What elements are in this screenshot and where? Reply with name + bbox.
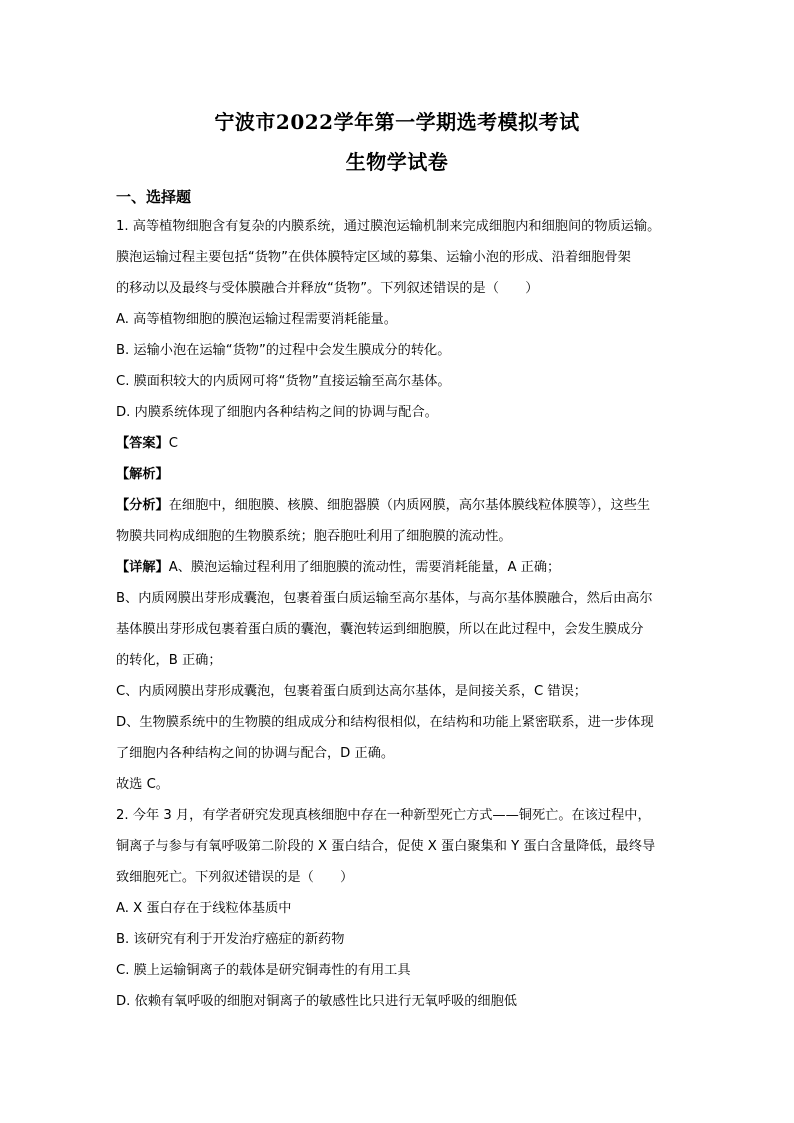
q1-detail-line: 了细胞内各种结构之间的协调与配合，D 正确。: [116, 746, 395, 761]
q1-fenxi-line: [116, 496, 696, 516]
q1-conclusion: 故选 C。: [116, 777, 169, 792]
q1-detail-line: 基体膜出芽形成包裹着蛋白质的囊泡，囊泡转运到细胞膜，所以在此过程中，会发生膜成分: [116, 622, 644, 637]
q1-detail-line: 的转化，B 正确；: [116, 653, 222, 668]
q1-stem-line: 的移动以及最终与受体膜融合并释放“货物”。下列叙述错误的是（ ）: [116, 281, 539, 296]
analysis-tag: 【解析】: [116, 467, 169, 482]
detail-text: A、膜泡运输过程利用了细胞膜的流动性，需要消耗能量，A 正确；: [168, 560, 561, 575]
q1-detail-line: [116, 558, 696, 578]
q2-option-b: B. 该研究有利于开发治疗癌症的新药物: [116, 932, 345, 947]
q1-option-c: C. 膜面积较大的内质网可将“货物”直接运输至高尔基体。: [116, 374, 451, 389]
q1-stem-line: 膜泡运输过程主要包括“货物”在供体膜特定区域的募集、运输小泡的形成、沿着细胞骨架: [116, 250, 631, 265]
answer-tag: 【答案】: [116, 436, 169, 451]
q1-option-b: B. 运输小泡在运输“货物”的过程中会发生膜成分的转化。: [116, 343, 451, 358]
q2-option-a: A. X 蛋白存在于线粒体基质中: [116, 901, 292, 916]
q1-detail-line: D、生物膜系统中的生物膜的组成成分和结构很相似，在结构和功能上紧密联系，进一步体现: [116, 715, 654, 730]
q2-stem-line: 致细胞死亡。下列叙述错误的是（ ）: [116, 870, 354, 885]
q1-detail-line: B、内质网膜出芽形成囊泡，包裹着蛋白质运输至高尔基体，与高尔基体膜融合，然后由高尔: [116, 591, 653, 606]
section-heading: 一、选择题: [116, 188, 192, 206]
q1-detail-line: C、内质网膜出芽形成囊泡，包裹着蛋白质到达高尔基体，是间接关系，C 错误；: [116, 684, 587, 699]
q2-option-c: C. 膜上运输铜离子的载体是研究铜毒性的有用工具: [116, 963, 411, 978]
exam-subtitle: 生物学试卷: [345, 150, 449, 174]
detail-tag: 【详解】: [116, 560, 169, 575]
q1-option-a: A. 高等植物细胞的膜泡运输过程需要消耗能量。: [116, 312, 397, 327]
answer-value: C: [168, 436, 178, 451]
q2-option-d: D. 依赖有氧呼吸的细胞对铜离子的敏感性比只进行无氧呼吸的细胞低: [116, 994, 517, 1009]
q1-option-d: D. 内膜系统体现了细胞内各种结构之间的协调与配合。: [116, 405, 438, 420]
q2-stem-line: 2. 今年 3 月，有学者研究发现真核细胞中存在一种新型死亡方式——铜死亡。在该过程中，: [116, 808, 651, 823]
q1-analysis-tag: [116, 465, 696, 485]
q2-stem-line: 铜离子与参与有氧呼吸第二阶段的 X 蛋白结合，促使 X 蛋白聚集和 Y 蛋白含量降低，最终导: [116, 839, 656, 854]
fenxi-tag: 【分析】: [116, 498, 169, 513]
exam-title: 宁波市2022学年第一学期选考模拟考试: [214, 110, 580, 134]
q1-stem-line: 1. 高等植物细胞含有复杂的内膜系统，通过膜泡运输机制来完成细胞内和细胞间的物质运输。: [116, 219, 661, 234]
fenxi-text: 在细胞中，细胞膜、核膜、细胞器膜（内质网膜，高尔基体膜线粒体膜等），这些生: [168, 498, 651, 513]
q1-fenxi-line: 物膜共同构成细胞的生物膜系统；胞吞胞吐利用了细胞膜的流动性。: [116, 529, 512, 544]
q1-answer: [116, 434, 696, 454]
